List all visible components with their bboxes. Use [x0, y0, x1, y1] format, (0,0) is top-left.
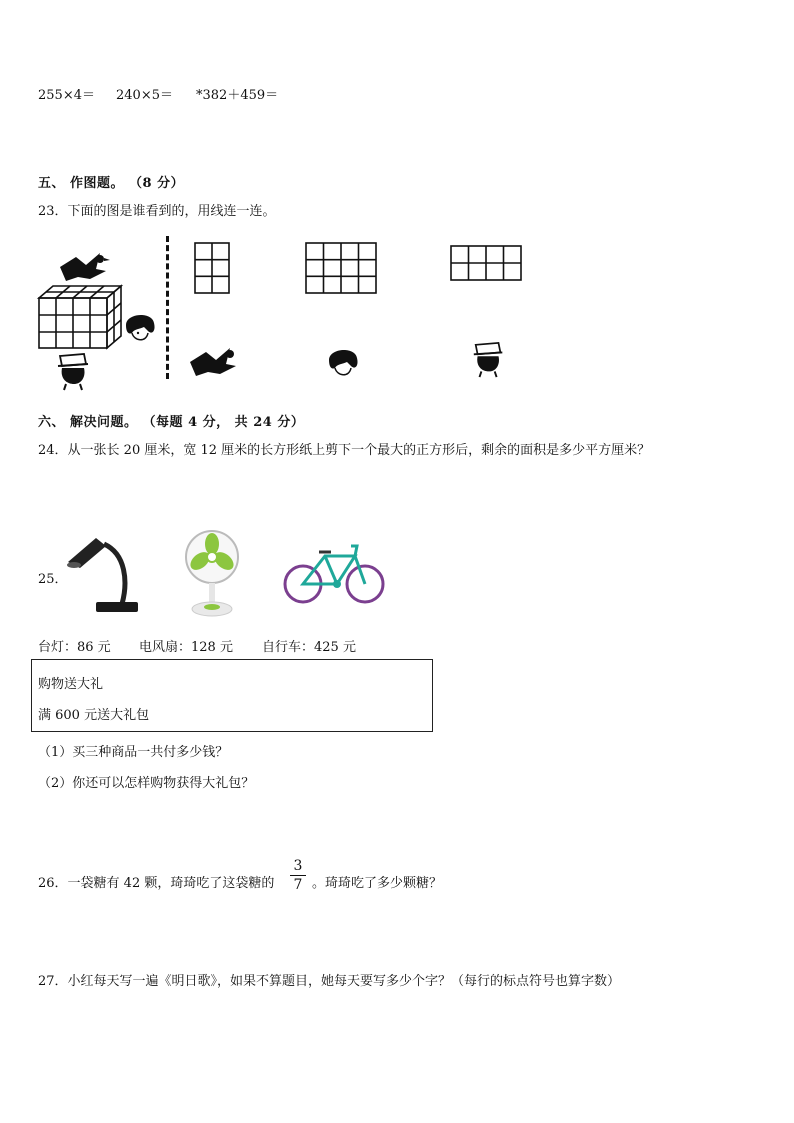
electric-fan-icon	[184, 529, 240, 619]
capped-child-icon	[54, 352, 94, 392]
section-5-heading: 五、 作图题。 （8 分）	[38, 176, 185, 191]
fraction-denominator: 7	[293, 877, 303, 893]
price-lamp: 台灯：86 元	[38, 640, 111, 655]
cube-stack-icon	[37, 284, 123, 350]
bird-icon	[56, 249, 112, 285]
fraction-numerator: 3	[293, 858, 303, 874]
fraction-3-7	[290, 858, 306, 893]
child-face-icon	[122, 309, 158, 345]
gift-promo-box	[31, 659, 433, 732]
price-bike: 自行车：425 元	[262, 640, 356, 655]
question-25-sub-1: （1）买三种商品一共付多少钱？	[38, 745, 229, 760]
section-6-heading: 六、 解决问题。 （每题 4 分， 共 24 分）	[38, 415, 305, 430]
gift-line-1: 购物送大礼	[38, 677, 104, 692]
calc-expr-3: *382＋459＝	[196, 88, 279, 103]
capped-child-icon	[470, 340, 508, 380]
bicycle-icon	[283, 540, 385, 604]
question-25-number: 25．	[38, 572, 68, 587]
divider-dashed	[166, 236, 169, 379]
question-26-text-before: 26．一袋糖有 42 颗，琦琦吃了这袋糖的	[38, 876, 275, 891]
question-26-text-after: 。琦琦吃了多少颗糖？	[312, 876, 443, 891]
view-grid-2x3	[194, 242, 230, 294]
question-24: 24．从一张长 20 厘米，宽 12 厘米的长方形纸上剪下一个最大的正方形后，剩余的面积是多少平方厘米？	[38, 443, 651, 458]
question-25-sub-2: （2）你还可以怎样购物获得大礼包？	[38, 776, 255, 791]
gift-line-2: 满 600 元送大礼包	[38, 708, 150, 723]
calc-expr-1: 255×4＝	[38, 88, 95, 103]
child-face-icon	[325, 344, 361, 380]
fraction-bar	[290, 875, 306, 876]
desk-lamp-icon	[66, 532, 142, 614]
price-fan: 电风扇：128 元	[139, 640, 233, 655]
question-23: 23．下面的图是谁看到的，用线连一连。	[38, 204, 276, 219]
view-grid-4x2	[450, 245, 522, 281]
calc-expr-2: 240×5＝	[116, 88, 173, 103]
question-27: 27．小红每天写一遍《明日歌》，如果不算题目，她每天要写多少个字？（每行的标点符号也算字数）	[38, 974, 621, 989]
bird-icon	[186, 346, 242, 380]
view-grid-4x3	[305, 242, 377, 294]
